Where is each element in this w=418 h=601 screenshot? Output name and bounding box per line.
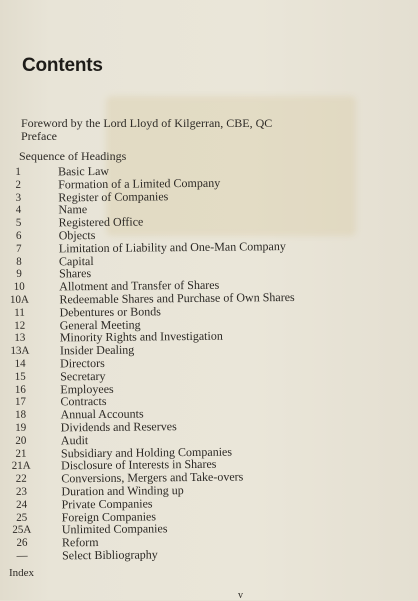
- entry-heading: Employees: [60, 381, 114, 396]
- entry-heading: Dividends and Reserves: [60, 419, 177, 435]
- entry-heading: Insider Dealing: [59, 342, 135, 358]
- entry-number: 8: [16, 255, 22, 268]
- entry-heading: Directors: [59, 355, 105, 371]
- entry-heading: General Meeting: [59, 317, 141, 332]
- entry-number: 10A: [9, 293, 29, 306]
- entry-number: 13A: [10, 344, 30, 358]
- preface-line: Preface: [21, 129, 57, 143]
- entry-number: 22: [15, 472, 27, 485]
- entry-heading: Allotment and Transfer of Shares: [59, 277, 220, 294]
- entry-heading: Registered Office: [58, 214, 144, 230]
- entry-number: 18: [15, 408, 27, 421]
- entry-number: 26: [16, 536, 28, 549]
- entry-number: 17: [14, 396, 27, 409]
- entry-heading: Capital: [58, 253, 94, 268]
- entry-number: 21: [15, 447, 27, 460]
- entry-heading: Select Bibliography: [62, 547, 158, 563]
- entry-number: 3: [15, 191, 22, 204]
- foreword-line: Foreword by the Lord Lloyd of Kilgerran, CBE, QC: [21, 116, 273, 130]
- entry-number: 15: [14, 370, 26, 383]
- sequence-heading: Sequence of Headings: [19, 149, 127, 163]
- entry-heading: Reform: [61, 535, 99, 550]
- entry-heading: Contracts: [60, 394, 107, 409]
- entry-number: 23: [15, 485, 27, 498]
- contents-list: [0, 162, 418, 563]
- entry-number: 9: [16, 268, 22, 281]
- entry-number: 21A: [11, 460, 31, 473]
- entry-heading: Annual Accounts: [60, 406, 144, 422]
- entry-heading: Limitation of Liability and One-Man Company: [58, 238, 286, 256]
- entry-heading: Conversions, Mergers and Take-overs: [61, 469, 244, 486]
- entry-heading: Subsidiary and Holding Companies: [60, 444, 233, 460]
- entry-number: 7: [16, 242, 22, 255]
- entry-number: 14: [14, 357, 26, 370]
- entry-number: 6: [15, 229, 22, 242]
- page-number: v: [238, 590, 243, 601]
- entry-heading: Redeemable Shares and Purchase of Own Shares: [59, 289, 295, 307]
- entry-number: 1: [15, 165, 21, 178]
- entry-heading: Formation of a Limited Company: [58, 175, 221, 192]
- entry-heading: Register of Companies: [58, 188, 169, 204]
- entry-heading: Secretary: [60, 368, 106, 384]
- page-title: Contents: [22, 55, 103, 76]
- entry-number: 19: [15, 421, 27, 434]
- entry-number: 12: [14, 319, 26, 332]
- entry-number: 4: [15, 204, 22, 217]
- contents-entry: [4, 546, 418, 563]
- entry-heading: Audit: [60, 432, 89, 448]
- entry-number: 5: [15, 216, 22, 230]
- index-line: Index: [9, 567, 35, 579]
- entry-heading: Name: [58, 202, 88, 217]
- entry-number: 10: [13, 280, 25, 294]
- entry-heading: Minority Rights and Investigation: [59, 329, 223, 345]
- entry-heading: Unlimited Companies: [61, 521, 168, 537]
- entry-number: 13: [14, 332, 26, 345]
- entry-number: 2: [15, 178, 22, 191]
- entry-number: 16: [14, 383, 26, 396]
- entry-number: 11: [14, 306, 25, 319]
- entry-heading: Objects: [58, 227, 96, 243]
- entry-number: 24: [15, 498, 28, 511]
- entry-heading: Foreign Companies: [61, 508, 157, 524]
- entry-number: —: [16, 549, 28, 562]
- entry-number: 25A: [12, 524, 32, 537]
- entry-heading: Basic Law: [57, 163, 110, 179]
- entry-heading: Duration and Winding up: [61, 483, 184, 499]
- entry-number: 20: [15, 434, 27, 447]
- entry-number: 25: [16, 511, 28, 524]
- entry-heading: Shares: [59, 266, 92, 281]
- entry-heading: Debentures or Bonds: [59, 304, 161, 320]
- entry-heading: Disclosure of Interests in Shares: [61, 457, 217, 473]
- entry-heading: Private Companies: [61, 496, 153, 512]
